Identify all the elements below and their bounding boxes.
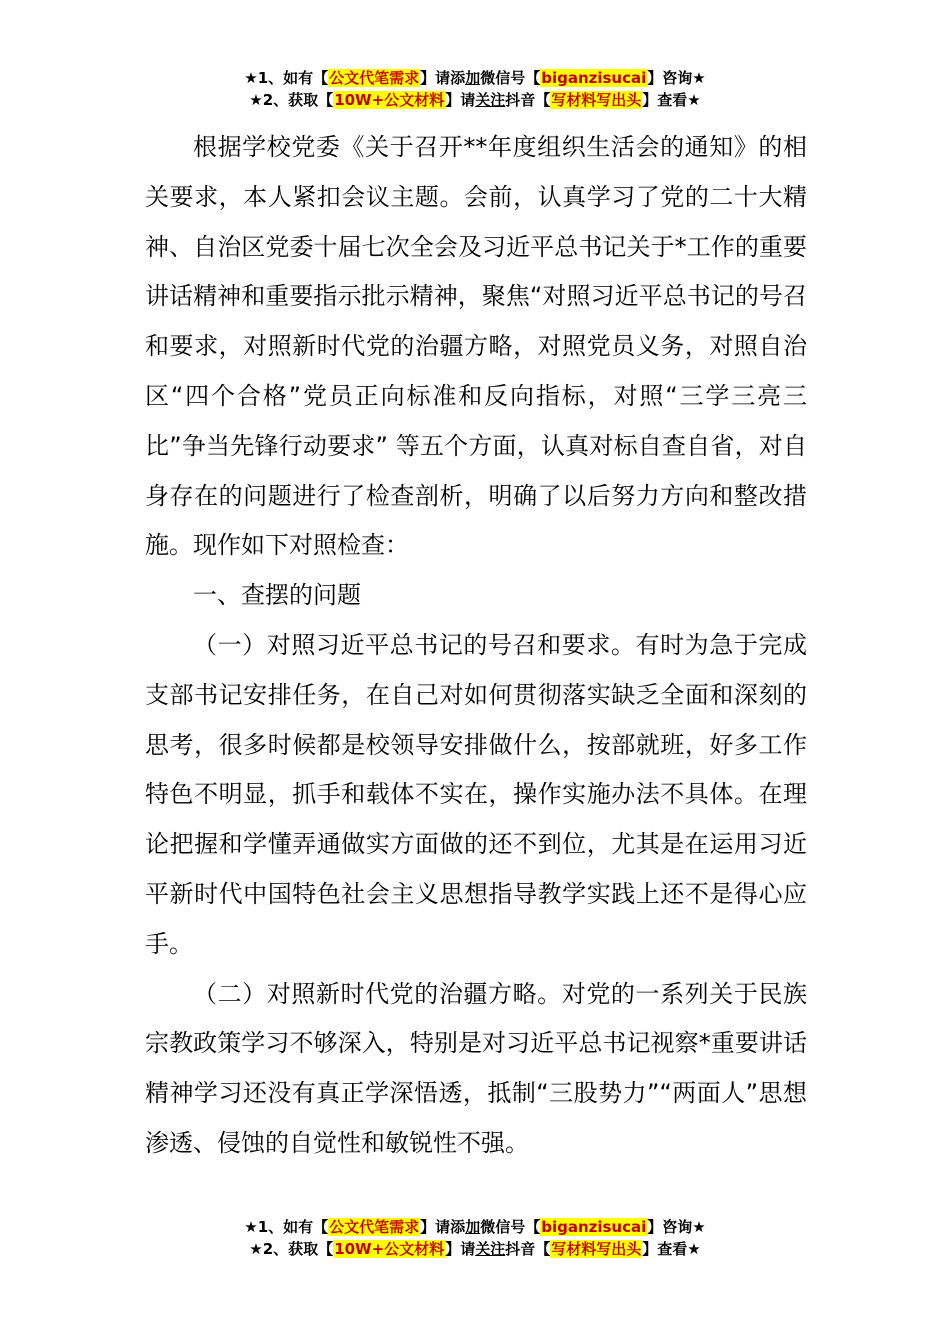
highlight-service: 公文代笔需求 <box>329 1218 420 1236</box>
footer-banner <box>0 1216 950 1260</box>
highlight-wechat-id: biganzisucai <box>541 1218 647 1236</box>
highlight-douyin-account: 写材料写出头 <box>551 1240 642 1258</box>
highlight-douyin-account: 写材料写出头 <box>551 91 642 109</box>
header-banner <box>0 67 950 111</box>
highlight-service: 公文代笔需求 <box>329 69 420 87</box>
paragraph-item-2: （二）对照新时代党的治疆方略。对党的一系列关于民族宗教政策学习不够深入，特别是对习近平总书记视察*重要讲话精神学习还没有真正学深悟透，抵制“三股势力”“两面人”思想渗透、侵蚀的自觉性和敏锐性不强。 <box>145 979 807 1157</box>
banner-line-1: ★1、如有【公文代笔需求】请添加微信号【biganzisucai】咨询★ <box>244 69 706 87</box>
intro-paragraph: 根据学校党委《关于召开**年度组织生活会的通知》的相关要求，本人紧扣会议主题。会前，认真学习了党的二十大精神、自治区党委十届七次全会及习近平总书记关于*工作的重要讲话精神和重要指示批示精神，聚焦“对照习近平总书记的号召和要求，对照新时代党的治疆方略，对照党员义务，对照自治区“四个合格”党员正向标准和反向指标，对照“三学三亮三比”争当先锋行动要求” 等五个方面，认真对标自查自省，对自身存在的问题进行了检查剖析，明确了以后努力方向和整改措施。现作如下对照检查： <box>145 133 807 560</box>
paragraph-item-1: （一）对照习近平总书记的号召和要求。有时为急于完成支部书记安排任务，在自己对如何贯彻落实缺乏全面和深刻的思考，很多时候都是校领导安排做什么，按部就班，好多工作特色不明显，抓手和载体不实在，操作实施办法不具体。在理论把握和学懂弄通做实方面做的还不到位，尤其是在运用习近平新时代中国特色社会主义思想指导教学实践上还不是得心应手。 <box>145 630 807 958</box>
highlight-materials: 10W+公文材料 <box>334 1240 445 1258</box>
banner-line-2: ★2、获取【10W+公文材料】请关注抖音【写材料写出头】查看★ <box>249 91 701 109</box>
document-body <box>145 123 807 1169</box>
section-heading: 一、查摆的问题 <box>193 581 361 610</box>
highlight-materials: 10W+公文材料 <box>334 91 445 109</box>
highlight-wechat-id: biganzisucai <box>541 69 647 87</box>
banner-line-1: ★1、如有【公文代笔需求】请添加微信号【biganzisucai】咨询★ <box>244 1218 706 1236</box>
banner-line-2: ★2、获取【10W+公文材料】请关注抖音【写材料写出头】查看★ <box>249 1240 701 1258</box>
